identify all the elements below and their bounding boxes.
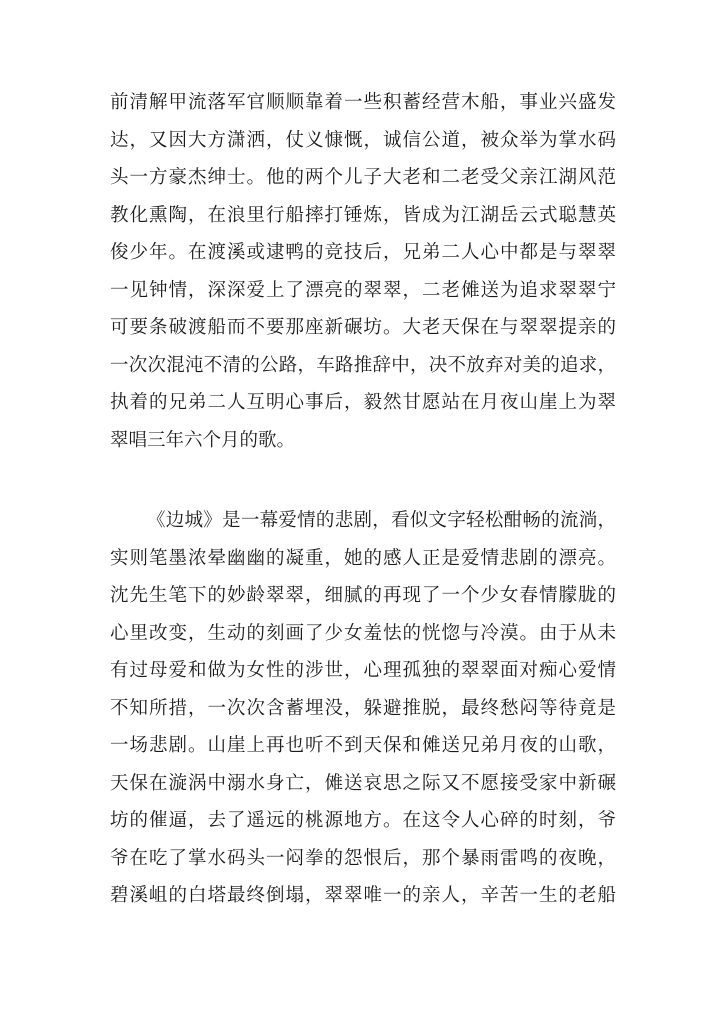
paragraph-1-line-9: 执着的兄弟二人互明心事后，毅然甘愿站在月夜山崖上为翠 xyxy=(110,392,616,413)
paragraph-2-line-9: 坊的催逼，去了遥远的桃源地方。在这令人心碎的时刻，爷 xyxy=(110,810,616,831)
paragraph-2-line-1: 《边城》是一幕爱情的悲剧，看似文字轻松酣畅的流淌， xyxy=(147,510,616,531)
paragraph-2-line-11: 碧溪岨的白塔最终倒塌，翠翠唯一的亲人，辛苦一生的老船 xyxy=(110,885,616,906)
paragraph-2-line-6: 不知所措，一次次含蓄埋没，躲避推脱，最终愁闷等待竟是 xyxy=(110,697,616,719)
paragraph-1-line-10: 翠唱三年六个月的歌。 xyxy=(110,429,296,451)
paragraph-2-line-2: 实则笔墨浓晕幽幽的凝重，她的感人正是爱情悲剧的漂亮。 xyxy=(110,547,616,569)
paragraph-1-line-1: 前清解甲流落军官顺顺靠着一些积蓄经营木船，事业兴盛发 xyxy=(110,92,616,113)
paragraph-1-line-3: 头一方豪杰绅士。他的两个儿子大老和二老受父亲江湖风范 xyxy=(110,167,616,188)
paragraph-1-line-8: 一次次混沌不清的公路，车路推辞中，决不放弃对美的追求， xyxy=(110,354,616,376)
paragraph-2 xyxy=(110,502,616,915)
paragraph-1-line-2: 达，又因大方潇洒，仗义慷慨，诚信公道，被众举为掌水码 xyxy=(110,129,616,151)
paragraph-2-line-10: 爷在吃了掌水码头一闷拳的怨恨后，那个暴雨雷鸣的夜晚， xyxy=(110,847,616,869)
paragraph-2-line-8: 天保在漩涡中溺水身亡，傩送哀思之际又不愿接受家中新碾 xyxy=(110,772,616,794)
paragraph-1-line-5: 俊少年。在渡溪或逮鸭的竞技后，兄弟二人心中都是与翠翠 xyxy=(110,242,616,263)
paragraph-2-line-5: 有过母爱和做为女性的涉世，心理孤独的翠翠面对痴心爱情 xyxy=(110,660,616,681)
paragraph-2-line-3: 沈先生笔下的妙龄翠翠，细腻的再现了一个少女春情朦胧的 xyxy=(110,585,616,606)
paragraph-1-line-7: 可要条破渡船而不要那座新碾坊。大老天保在与翠翠提亲的 xyxy=(110,317,616,338)
paragraph-1 xyxy=(110,84,616,459)
paragraph-1-line-4: 教化熏陶，在浪里行船摔打锤炼，皆成为江湖岳云式聪慧英 xyxy=(110,204,616,226)
paragraph-2-line-4: 心里改变，生动的刻画了少女羞怯的恍惚与冷漠。由于从未 xyxy=(110,622,616,644)
paragraph-1-line-6: 一见钟情，深深爱上了漂亮的翠翠，二老傩送为追求翠翠宁 xyxy=(110,279,616,301)
paragraph-2-line-7: 一场悲剧。山崖上再也听不到天保和傩送兄弟月夜的山歌， xyxy=(110,735,616,756)
